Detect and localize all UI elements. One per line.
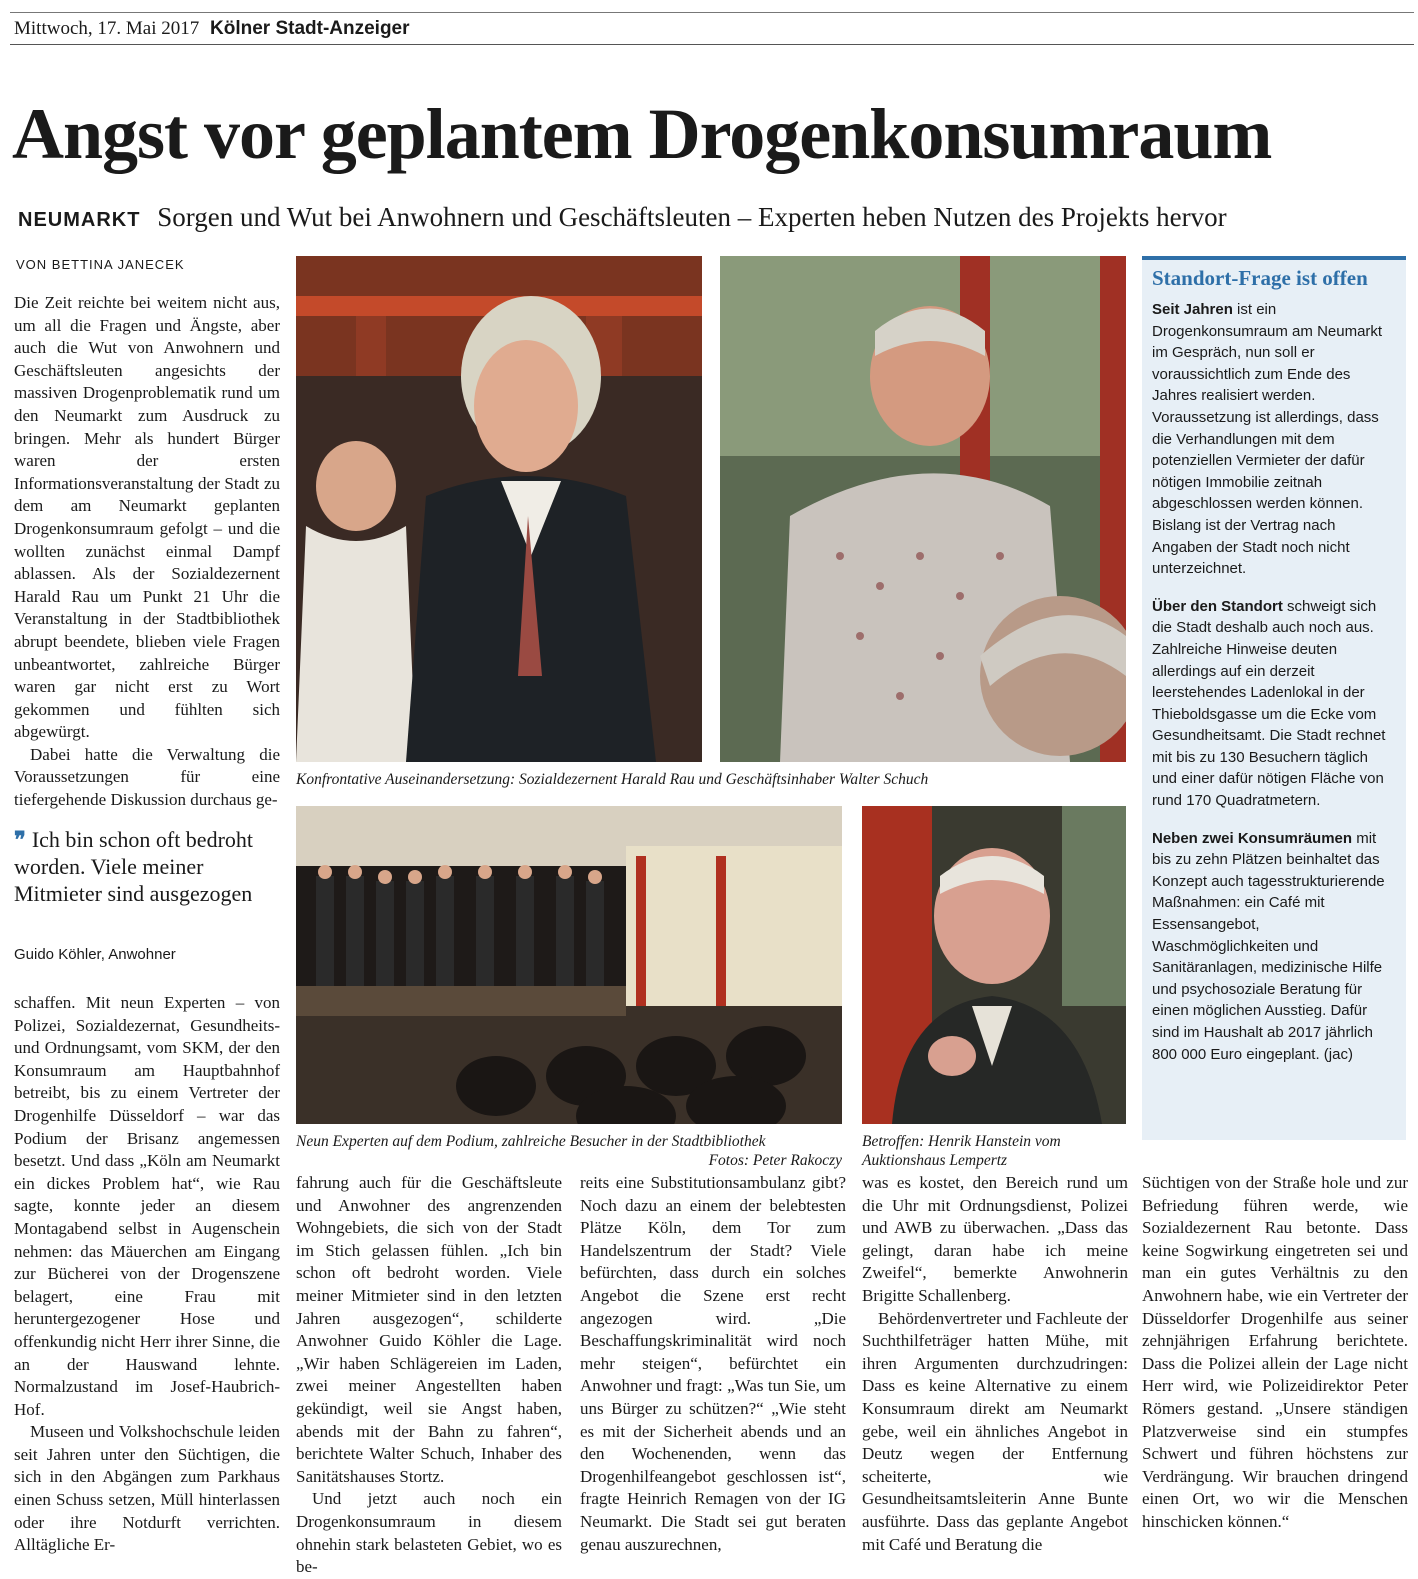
infobox-title: Standort-Frage ist offen — [1152, 266, 1368, 290]
photo-credit: Fotos: Peter Rakoczy — [708, 1152, 842, 1169]
paragraph: Museen und Volkshochschule leiden seit Jahren unter den Süchtigen, die sich in den Abgängen zum Parkhaus einen Schuss setzen, Müll hinterlassen oder ihre Notdurft verrichten. Alltägliche Er- — [14, 1422, 280, 1555]
paragraph: schaffen. Mit neun Experten – von Polizei, Sozialdezernat, Gesundheits- und Ordnungsamt, vom SKM, der den Konsumraum am Hauptbahnhof betreibt, bis zu einem Vertreter der Drogenhilfe Düsseldorf – war das Podium der Brisanz angemessen besetzt. Und dass „Köln am Neumarkt ein dickes Problem hat“, wie Rau sagte, konnte jeder an diesem Montagabend selbst in Augenschein nehmen: das Mäuerchen am Eingang zur Bücherei von der Drogenszene belagert, eine Frau mit heruntergezogener Hose und offenkundig nicht Herr ihrer Sinne, die an der Hauswand lehnte. Normalzustand im Josef-Haubrich-Hof. — [14, 993, 280, 1419]
paragraph: reits eine Substitutionsambulanz gibt? Noch dazu an einem der belebtesten Plätze Köln, dem Tor zum Handelszentrum der Stadt? Viele befürchten, dass durch ein solches Angebot die Szene erst recht angezogen wird. „Die Beschaffungskriminalität wird noch mehr steigen“, befürchtet ein Anwohner und fragt: „Was tun Sie, um uns Bürger zu schützen?“ „Wie steht es mit der Sicherheit abends und an den Wochenenden, wenn das Drogenhilfeangebot geschlossen ist“, fragte Heinrich Remagen von der IG Neumarkt. Die Stadt sei gut beraten genau auszurechnen, — [580, 1173, 846, 1554]
quote-attribution: Guido Köhler, Anwohner — [14, 946, 176, 963]
caption-top: Konfrontative Auseinandersetzung: Sozialdezernent Harald Rau und Geschäftsinhaber Walter Schuch — [296, 771, 929, 788]
article-col1-lower — [14, 992, 280, 1557]
photo-schuch — [720, 256, 1126, 762]
infobox-paragraph: Über den Standort schweigt sich die Stadt deshalb auch noch aus. Zahlreiche Hinweise deuten allerdings auf ein derzeit leerstehendes Ladenlokal in der Thieboldsgasse um die Ecke vom Gesundheitsamt. Die Stadt rechnet mit bis zu 130 Besuchern täglich und einer dafür nötigen Fläche von rund 170 Quadratmetern. — [1152, 597, 1386, 810]
deck-text: Sorgen und Wut bei Anwohnern und Geschäftsleuten – Experten heben Nutzen des Projekts hervor — [157, 202, 1227, 232]
paragraph: Die Zeit reichte bei weitem nicht aus, um all die Fragen und Ängste, aber auch die Wut von Anwohnern und Geschäftsleuten angesichts der massiven Drogenproblematik rund um den Neumarkt zum Ausdruck zu bringen. Mehr als hundert Bürger waren der ersten Informationsveranstaltung der Stadt zu dem am Neumarkt geplanten Drogenkonsumraum gefolgt – und die wollten zunächst einmal Dampf ablassen. Als der Sozialdezernent Harald Rau um Punkt 21 Uhr die Veranstaltung in der Stadtbibliothek abrupt beendete, blieben viele Fragen unbeantwortet, zahlreiche Bürger waren gar nicht erst zu Wort gekommen und fühlten sich abgewürgt. — [14, 293, 280, 742]
deck — [18, 202, 1418, 233]
deck-kicker: NEUMARKT — [18, 209, 141, 231]
masthead — [14, 18, 1418, 44]
caption-podium — [296, 1132, 842, 1170]
quote-text: Ich bin schon oft bedroht worden. Viele meiner Mitmieter sind ausgezogen — [14, 827, 254, 906]
paragraph: fahrung auch für die Geschäftsleute und Anwohner des angrenzenden Wohngebiets, die sich von der Stadt im Stich gelassen fühlen. „Ich bin schon oft bedroht worden. Viele meiner Mitmieter sind in den letzten Jahren ausgezogen“, schilderte Anwohner Guido Köhler die Lage. „Wir haben Schlägereien im Laden, zwei meiner Angestellten haben gekündigt, weil sie Angst haben, abends mit der Bahn zu fahren“, berichtete Walter Schuch, Inhaber des Sanitätshauses Stortz. — [296, 1173, 562, 1486]
paragraph: Behördenvertreter und Fachleute der Suchthilfeträger hatten Mühe, mit ihren Argumenten durchzudringen: Dass es keine Alternative zu einem Konsumraum direkt am Neumarkt gebe, weil ein ähnliches Angebot in Deutz wegen der Entfernung scheiterte, wie Gesundheitsamtsleiterin Anne Bunte ausführte. Dass das geplante Angebot mit Café und Beratung die — [862, 1308, 1128, 1554]
photo-hanstein — [862, 806, 1126, 1124]
caption-podium-text: Neun Experten auf dem Podium, zahlreiche Besucher in der Stadtbibliothek — [296, 1133, 766, 1150]
masthead-date: Mittwoch, 17. Mai 2017 — [14, 18, 200, 39]
paragraph: was es kostet, den Bereich rund um die Uhr mit Ordnungsdienst, Polizei und AWB zu überwachen. „Dass das gelingt, daran habe ich meine Zweifel“, bemerkte Anwohnerin Brigitte Schallenberg. — [862, 1173, 1128, 1305]
paragraph: Und jetzt auch noch ein Drogenkonsumraum in diesem ohnehin stark belasteten Gebiet, wo es be- — [296, 1489, 562, 1577]
paragraph: Süchtigen von der Straße hole und zur Befriedung führen werde, wie Sozialdezernent Rau betonte. Dass keine Sogwirkung eingetreten sei und man ein gutes Verhältnis zu den Anwohnern habe, wie ein Vertreter der Düsseldorfer Drogenhilfe aus seiner zehnjährigen Erfahrung berichtete. Dass die Polizei allein der Lage nicht Herr wird, wie Polizeidirektor Peter Römers gestand. „Unsere ständigen Platzverweise sind ein stumpfes Schwert und führen höchstens zur Verdrängung. Wir brauchen dringend einen Ort, wo wir die Menschen hinschicken können.“ — [1142, 1173, 1408, 1531]
infobox-lead: Über den Standort — [1152, 597, 1283, 615]
top-rule — [10, 12, 1414, 13]
byline: VON BETTINA JANECEK — [16, 257, 185, 272]
infobox-paragraph: Neben zwei Konsumräumen mit bis zu zehn Plätzen beinhaltet das Konzept auch tagesstrukturierende Maßnahmen: ein Café mit Essensangebot, Waschmöglichkeiten und Sanitäranlagen, medizinische Hilfe und psychosoziale Beratung für einen möglichen Ausstieg. Dafür sind im Haushalt ab 2017 jährlich 800 000 Euro eingeplant. (jac) — [1152, 829, 1385, 1063]
photo-rau — [296, 256, 702, 762]
masthead-rule — [10, 44, 1414, 45]
article-col3 — [580, 1172, 846, 1556]
headline: Angst vor geplantem Drogenkonsumraum — [12, 94, 1272, 174]
article-col1 — [14, 292, 280, 812]
infobox — [1142, 256, 1406, 1140]
quote-mark-icon: ❞ — [14, 827, 26, 852]
masthead-paper: Kölner Stadt-Anzeiger — [210, 18, 410, 39]
infobox-lead: Seit Jahren — [1152, 301, 1233, 318]
article-col4 — [862, 1172, 1128, 1556]
caption-portrait: Betroffen: Henrik Hanstein vom Auktionshaus Lempertz — [862, 1133, 1061, 1169]
paragraph: Dabei hatte die Verwaltung die Voraussetzungen für eine tiefergehende Diskussion durchaus ge- — [14, 744, 280, 810]
article-col5 — [1142, 1172, 1408, 1534]
article-col2 — [296, 1172, 562, 1579]
photo-podium — [296, 806, 842, 1124]
infobox-lead: Neben zwei Konsumräumen — [1152, 829, 1353, 847]
infobox-paragraph: Seit Jahren ist ein Drogenkonsumraum am Neumarkt im Gespräch, nun soll er voraussichtlich zum Ende des Jahres realisiert werden. Voraussetzung ist allerdings, dass die Verhandlungen mit dem potenziellen Vermieter der dafür nötigen Immobilie zeitnah abgeschlossen werden können. Bislang ist der Vertrag nach Angaben der Stadt noch nicht unterzeichnet. — [1152, 301, 1383, 578]
pull-quote — [14, 826, 274, 907]
